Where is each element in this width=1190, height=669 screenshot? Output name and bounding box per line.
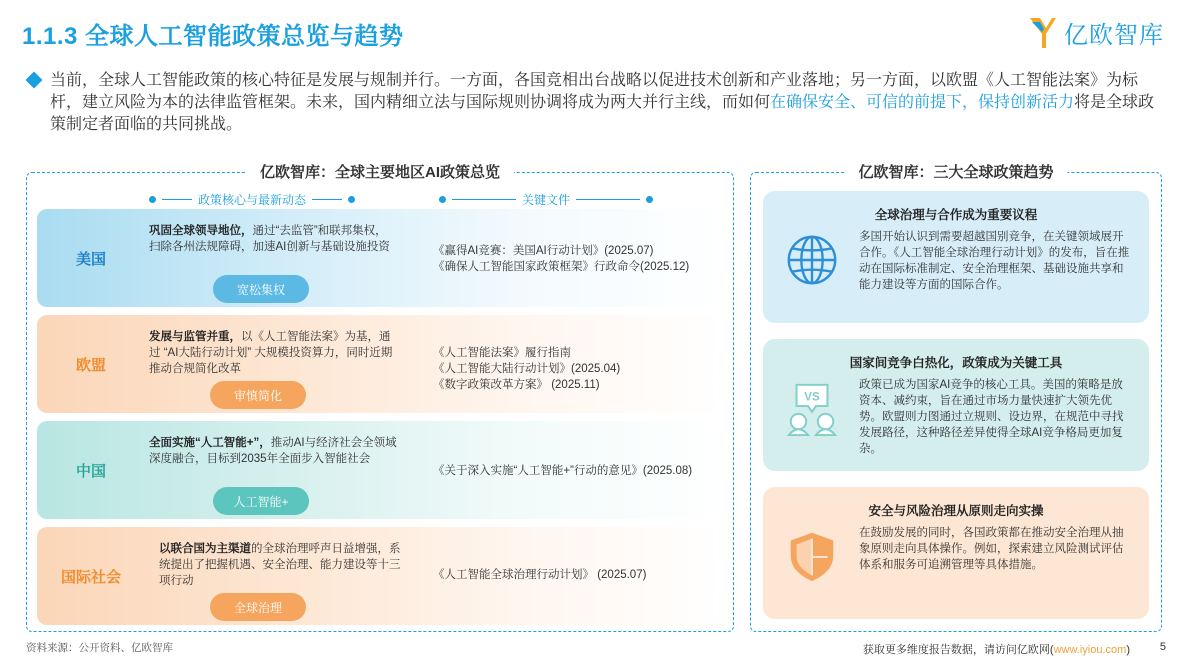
panel-title: 亿欧智库：全球主要地区AI政策总览 [246,161,514,182]
dot-icon [646,196,653,203]
region-row-eu [37,315,725,413]
card-title: 安全与风险治理从原则走向实操 [868,504,1044,518]
column-header-docs: 关键文件 [439,191,653,208]
region-description: 发展与监管并重，以《人工智能法案》为基，通过 “AI大陆行动计划” 大规模投资算力，同时近期推动合规简化改革 [149,331,393,375]
key-documents: 《关于深入实施“人工智能+”行动的意见》(2025.08) [433,465,693,477]
trend-card-safety [763,487,1149,619]
logo [1028,14,1164,50]
yiou-logo-icon [1028,14,1058,50]
page-number: 5 [1159,641,1166,653]
card-title: 国家间竞争白热化，政策成为关键工具 [849,356,1063,370]
region-tag: 人工智能+ [213,487,309,515]
region-tag: 审慎简化 [210,381,306,409]
region-label: 国际社会 [60,568,121,586]
region-label: 中国 [75,462,106,480]
card-title: 全球治理与合作成为重要议程 [874,208,1038,222]
region-description: 巩固全球领导地位，通过“去监管”和联邦集权，扫除各州法规障碍，加速AI创新与基础设施投资 [149,225,390,253]
card-body: 政策已成为国家AI竞争的核心工具。美国的策略是放资本、减约束，旨在通过市场力量快速扩大领先优势。欧盟则力图通过立规则、设边界，在规范中寻找发展路径，这种路径差异使得全球AI竞争格局更加复杂。 [859,379,1124,455]
intro-text: 当前，全球人工智能政策的核心特征是发展与规制并行。一方面，各国竞相出台战略以促进技术创新和产业落地；另一方面，以欧盟《人工智能法案》为标杆，建立风险为本的法律监管框架。未来，国内精细立法与国际规则协调将成为两大并行主线，而如何 [50,72,1139,111]
region-tag: 宽松集权 [213,275,309,303]
page-title: 1.1.3 全球人工智能政策总览与趋势 [22,23,404,50]
versus-icon [783,379,841,437]
website-link[interactable]: www.iyiou.com [1053,644,1127,656]
column-header-core: 政策核心与最新动态 [149,191,355,208]
policy-overview-panel [26,164,734,632]
footer-cta: 获取更多维度报告数据，请访问亿欧网(www.iyiou.com) [862,644,1130,656]
source-note: 资料来源：公开资料、亿欧智库 [26,642,173,654]
diamond-bullet-icon [26,72,43,89]
region-label: 欧盟 [75,356,106,374]
key-documents: 《人工智能全球治理行动计划》 (2025.07) [433,569,647,581]
region-tag: 全球治理 [210,593,306,621]
dot-icon [348,196,355,203]
dot-icon [439,196,446,203]
region-label: 美国 [75,250,106,268]
shield-icon [783,527,841,585]
region-row-us [37,209,725,307]
globe-icon [783,231,841,289]
region-description: 以联合国为主渠道的全球治理呼声日益增强，系统提出了把握机遇、安全治理、能力建设等十三项行动 [159,543,401,587]
region-row-china [37,421,725,519]
key-documents: 《人工智能法案》履行指南 《人工智能大陆行动计划》(2025.04) 《数字政策改革方案》 (2025.11) [433,347,621,391]
trend-card-global-governance [763,191,1149,323]
panel-title: 亿欧智库：三大全球政策趋势 [844,161,1067,182]
intro-text-end: 将是全球政策制定者面临的共同挑战。 [50,94,1155,133]
key-documents: 《赢得AI竞赛：美国AI行动计划》(2025.07) 《确保人工智能国家政策框架》行政命令(2025.12) [433,245,690,273]
trend-card-competition [763,339,1149,471]
intro-highlight: 在确保安全、可信的前提下，保持创新活力 [770,94,1075,111]
dot-icon [149,196,156,203]
region-row-international [37,527,725,625]
card-body: 在鼓励发展的同时，各国政策都在推动安全治理从抽象原则走向具体操作。例如，探索建立风险测试评估体系和服务可追溯管理等具体措施。 [859,527,1124,571]
trends-panel [750,164,1162,632]
region-description: 全面实施“人工智能+”，推动AI与经济社会全领域深度融合，目标到2035年全面步入智能社会 [149,437,397,465]
svg-text:VS: VS [804,390,820,404]
intro-paragraph [28,70,1168,136]
logo-text: 亿欧智库 [1064,21,1164,49]
card-body: 多国开始认识到需要超越国别竞争，在关键领域展开合作。《人工智能全球治理行动计划》的发布，旨在推动在国际标准制定、安全治理框架、基础设施共享和能力建设等方面的国际合作。 [859,231,1130,291]
